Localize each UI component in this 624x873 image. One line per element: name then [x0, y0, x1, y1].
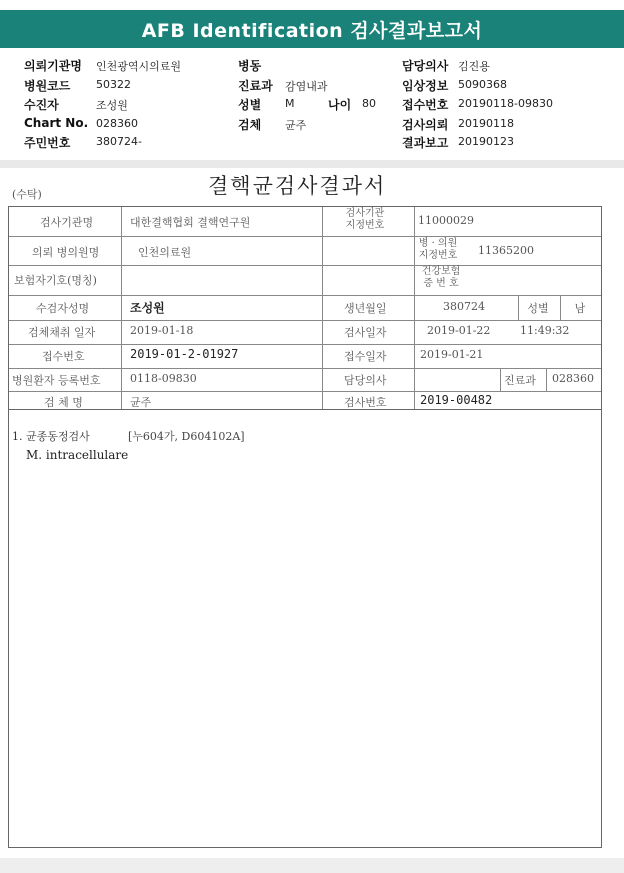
cell-label-requesting-hospital: 의뢰 병의원명 [32, 246, 100, 259]
info-value-patient: 조성원 [96, 99, 128, 112]
info-label-result-report: 결과보고 [402, 136, 449, 150]
cell-label-receipt-date: 접수일자 [344, 350, 387, 363]
cell-label-report-department: 진료과 [504, 374, 536, 387]
info-label-test-request: 검사의뢰 [402, 118, 449, 132]
cell-label-test-number: 검사번호 [344, 396, 387, 409]
info-label-chart-no: Chart No. [24, 116, 89, 130]
info-label-department: 진료과 [238, 79, 273, 93]
info-label-ward: 병동 [238, 59, 262, 73]
cell-value-institution-designation: 11000029 [418, 214, 474, 227]
info-label-patient: 수진자 [24, 98, 59, 112]
cell-label-birth-date: 생년월일 [344, 302, 387, 315]
cell-label-institution-designation-1: 검사기관 [345, 208, 385, 219]
info-value-department: 감염내과 [285, 80, 328, 93]
info-label-sex: 성별 [238, 98, 262, 112]
info-label-age: 나이 [328, 98, 352, 112]
cell-value-report-sex: 남 [574, 302, 586, 315]
cell-label-insurer-code: 보험자기호(명칭) [14, 274, 97, 287]
result-section [8, 410, 602, 848]
cell-value-patient-registration-number: 0118-09830 [130, 372, 197, 385]
info-value-specimen: 균주 [285, 119, 307, 132]
table-rule [9, 368, 601, 369]
info-label-hospital-code: 병원코드 [24, 79, 71, 93]
cell-label-hospital-designation-1: 병 · 의원 [418, 238, 458, 249]
info-value-clinical-info: 5090368 [458, 78, 507, 91]
cell-label-report-sex: 성별 [527, 302, 549, 315]
cell-value-specimen-name: 균주 [130, 396, 152, 409]
cell-label-hospital-designation-2: 지정번호 [418, 250, 458, 261]
cell-value-report-receipt-number: 2019-01-2-01927 [130, 347, 239, 361]
cell-label-institution-designation-2: 지정번호 [345, 220, 385, 231]
info-label-attending-doctor: 담당의사 [402, 59, 449, 73]
cell-value-receipt-date: 2019-01-21 [420, 348, 484, 361]
cell-label-report-doctor: 담당의사 [344, 374, 387, 387]
table-rule [322, 207, 323, 409]
info-value-resident-number: 380724- [96, 135, 142, 148]
page-bottom-margin [0, 858, 624, 873]
info-label-requesting-institution: 의뢰기관명 [24, 59, 82, 73]
table-rule [121, 207, 122, 409]
info-value-attending-doctor: 김진용 [458, 60, 490, 73]
cell-label-patient-registration-number: 병원환자 등록번호 [12, 374, 101, 387]
info-value-chart-no: 028360 [96, 117, 138, 130]
table-rule [9, 265, 601, 266]
table-rule [546, 368, 547, 391]
table-rule [500, 368, 501, 391]
cell-value-hospital-designation: 11365200 [478, 244, 534, 257]
info-value-hospital-code: 50322 [96, 78, 131, 91]
result-test-heading: 1. 균종동정검사 [12, 430, 90, 443]
info-label-receipt-number: 접수번호 [402, 98, 449, 112]
info-label-specimen: 검체 [238, 118, 262, 132]
info-value-result-report: 20190123 [458, 135, 514, 148]
cell-value-birth-date: 380724 [443, 300, 485, 313]
cell-label-report-receipt-number: 접수번호 [42, 350, 85, 363]
cell-value-collection-date: 2019-01-18 [130, 324, 194, 337]
cell-label-examinee-name: 수검자성명 [36, 302, 90, 315]
report-header-title: AFB Identification 검사결과보고서 [0, 10, 624, 48]
table-rule [9, 391, 601, 392]
cell-value-examinee-name: 조성원 [130, 301, 165, 315]
table-rule [9, 320, 601, 321]
info-label-resident-number: 주민번호 [24, 136, 71, 150]
cell-value-report-department: 028360 [552, 372, 594, 385]
table-rule [9, 295, 601, 296]
result-organism: M. intracellulare [26, 448, 129, 462]
report-title: 결핵균검사결과서 [208, 174, 387, 198]
info-value-sex: M [285, 97, 295, 110]
info-value-test-request: 20190118 [458, 117, 514, 130]
cell-label-test-institution: 검사기관명 [40, 216, 94, 229]
cell-value-requesting-hospital: 인천의료원 [138, 246, 192, 259]
cell-label-test-date: 검사일자 [344, 326, 387, 339]
report-consignment-label: (수탁) [12, 188, 42, 201]
cell-value-test-number: 2019-00482 [420, 393, 493, 407]
cell-label-health-insurance-1: 건강보험 [421, 266, 461, 277]
result-test-code: [누604가, D604102A] [128, 430, 245, 443]
cell-value-test-date: 2019-01-22 [427, 324, 491, 337]
table-rule [9, 236, 601, 237]
info-value-requesting-institution: 인천광역시의료원 [96, 60, 182, 73]
cell-label-health-insurance-2: 증 번 호 [423, 278, 459, 289]
cell-value-test-institution: 대한결핵협회 결핵연구원 [130, 216, 251, 229]
cell-label-specimen-name: 검 체 명 [44, 396, 83, 409]
info-label-clinical-info: 임상정보 [402, 79, 449, 93]
cell-value-test-time: 11:49:32 [520, 324, 570, 337]
cell-label-collection-date: 검체채취 일자 [28, 326, 96, 339]
info-value-age: 80 [362, 97, 376, 110]
info-value-receipt-number: 20190118-09830 [458, 97, 553, 110]
section-divider [0, 160, 624, 168]
table-rule [9, 344, 601, 345]
